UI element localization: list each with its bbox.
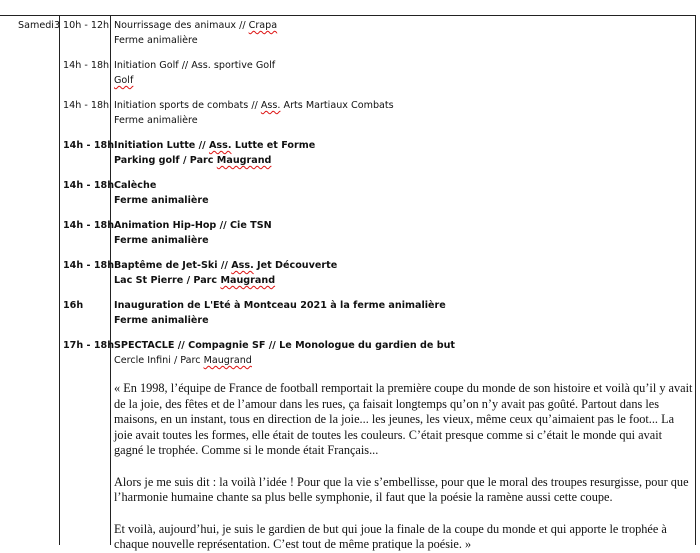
column-divider-right (695, 15, 696, 545)
quote-paragraph: Et voilà, aujourd’hui, je suis le gardien de but qui joue la finale de la coupe du monde et qui apporte le trophée à chaque nouvelle représentation. C’est tout de même pratique la poésie. » (114, 521, 667, 551)
entry-location: Golf (114, 75, 134, 86)
day-label: Samedi3 (18, 20, 61, 31)
column-divider-time (110, 15, 111, 545)
quote-paragraph: « En 1998, l’équipe de France de football remportait la première coupe du monde de son histoire et voilà qu’il y avait de la joie, des fêtes et de l’amour dans les rues, ça faisait longtemps qu’on n’y avait pas goûté. Partout dans les maisons, en un instant, tous en direction de la joie... les jeunes, les vieux, même ceux qu’aimaient pas le foot... La joie avait toutes les formes, elle était de toutes les couleurs. C’était presque comme si c’était le monde qui avait gagné le trophée. Comme si le monde était Français... (114, 381, 693, 457)
entry-description: Initiation sports de combats // Ass. Arts Martiaux Combats Ferme animalière (114, 100, 394, 126)
entry-time: 14h - 18h (63, 100, 110, 111)
entry-location: Parking golf / Parc Maugrand (114, 155, 272, 166)
spellcheck-word: Ass. (208, 140, 232, 151)
entry-location: Ferme animalière (114, 235, 209, 246)
column-divider-day (59, 15, 60, 545)
entry-time: 10h - 12h (63, 20, 110, 31)
entry-time: 14h - 18h (63, 180, 115, 191)
table-top-border (0, 15, 696, 16)
entry-description: Initiation Golf // Ass. sportive Golf Golf (114, 60, 276, 86)
entry-time: 14h - 18h (63, 260, 115, 271)
entry-time: 14h - 18h (63, 60, 110, 71)
spellcheck-word: Ass. (260, 100, 281, 111)
entry-description: SPECTACLE // Compagnie SF // Le Monologue du gardien de but Cercle Infini / Parc Maugrand (114, 340, 455, 366)
entry-description: Inauguration de L'Eté à Montceau 2021 à la ferme animalière Ferme animalière (114, 300, 446, 326)
entry-time: 14h - 18h (63, 220, 115, 231)
entry-description: Nourrissage des animaux // Crapa Ferme animalière (114, 20, 278, 46)
entry-location: Ferme animalière (114, 115, 198, 126)
entry-description: Baptême de Jet-Ski // Ass. Jet Découverte Lac St Pierre / Parc Maugrand (114, 260, 338, 286)
spellcheck-word: Crapa (248, 20, 278, 31)
quote-paragraph: Alors je me suis dit : la voilà l’idée ! Pour que la vie s’embellisse, pour que le moral des troupes resurgisse, pour que l’harmonie humaine chante sa plus belle symphonie, il faut que la poésie la ramène aussi cette coupe. (114, 474, 689, 504)
entry-description: Calèche Ferme animalière (114, 180, 209, 206)
entry-location: Cercle Infini / Parc Maugrand (114, 355, 252, 366)
entry-location: Ferme animalière (114, 315, 209, 326)
entry-location: Ferme animalière (114, 35, 198, 46)
entry-time: 14h - 18h (63, 140, 115, 151)
entry-description: Animation Hip-Hop // Cie TSN Ferme animalière (114, 220, 272, 246)
entry-description: Initiation Lutte // Ass. Lutte et Forme Parking golf / Parc Maugrand (114, 140, 316, 166)
spectacle-quote (114, 381, 694, 553)
entry-location: Lac St Pierre / Parc Maugrand (114, 275, 276, 286)
entry-time: 16h (63, 300, 84, 311)
entry-location: Ferme animalière (114, 195, 209, 206)
spellcheck-word: Ass. (231, 260, 254, 271)
entry-time: 17h - 18h (63, 340, 115, 351)
